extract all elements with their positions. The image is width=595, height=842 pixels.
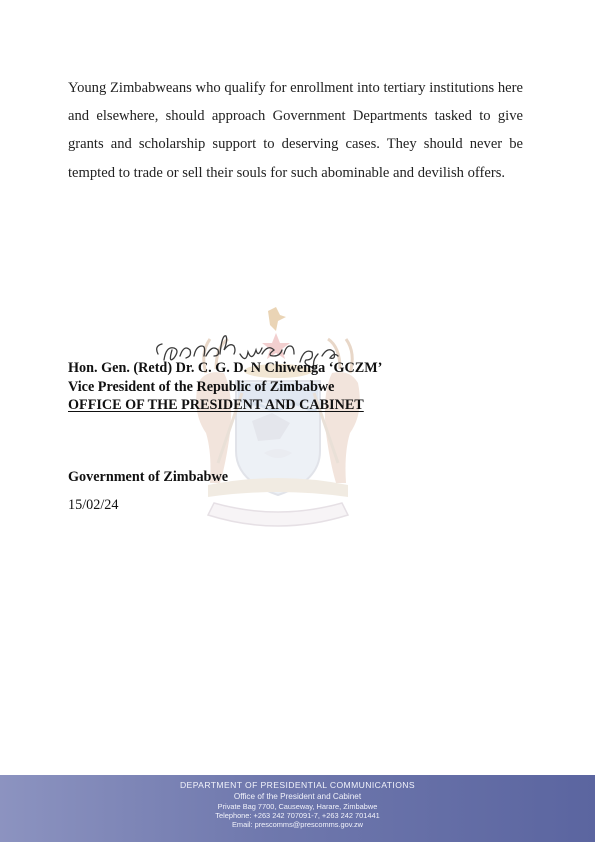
signatory-name: Hon. Gen. (Retd) Dr. C. G. D. N Chiwenga ‘GCZM’ bbox=[68, 360, 383, 376]
body-paragraph: Young Zimbabweans who qualify for enrollment into tertiary institutions here and elsewhere, should approach Government Departments tasked to give grants and scholarship support to deserving cases. They should never be tempted to trade or sell their souls for such abominable and devilish offers. bbox=[68, 80, 523, 181]
footer-office: Office of the President and Cabinet bbox=[233, 792, 362, 801]
footer-department: DEPARTMENT OF PRESIDENTIAL COMMUNICATIONS bbox=[179, 780, 416, 790]
letterhead-footer bbox=[0, 775, 595, 842]
signature-block bbox=[68, 359, 382, 415]
footer-email: Email: prescomms@prescomms.gov.zw bbox=[232, 820, 363, 829]
signatory-title: Vice President of the Republic of Zimbabwe bbox=[68, 378, 335, 395]
footer-telephone: Telephone: +263 242 707091-7, +263 242 701441 bbox=[215, 811, 380, 820]
government-name: Government of Zimbabwe bbox=[68, 469, 228, 485]
office-name: OFFICE OF THE PRESIDENT AND CABINET bbox=[68, 397, 364, 413]
issue-date: 15/02/24 bbox=[68, 497, 119, 513]
footer-address: Private Bag 7700, Causeway, Harare, Zimbabwe bbox=[217, 802, 378, 811]
